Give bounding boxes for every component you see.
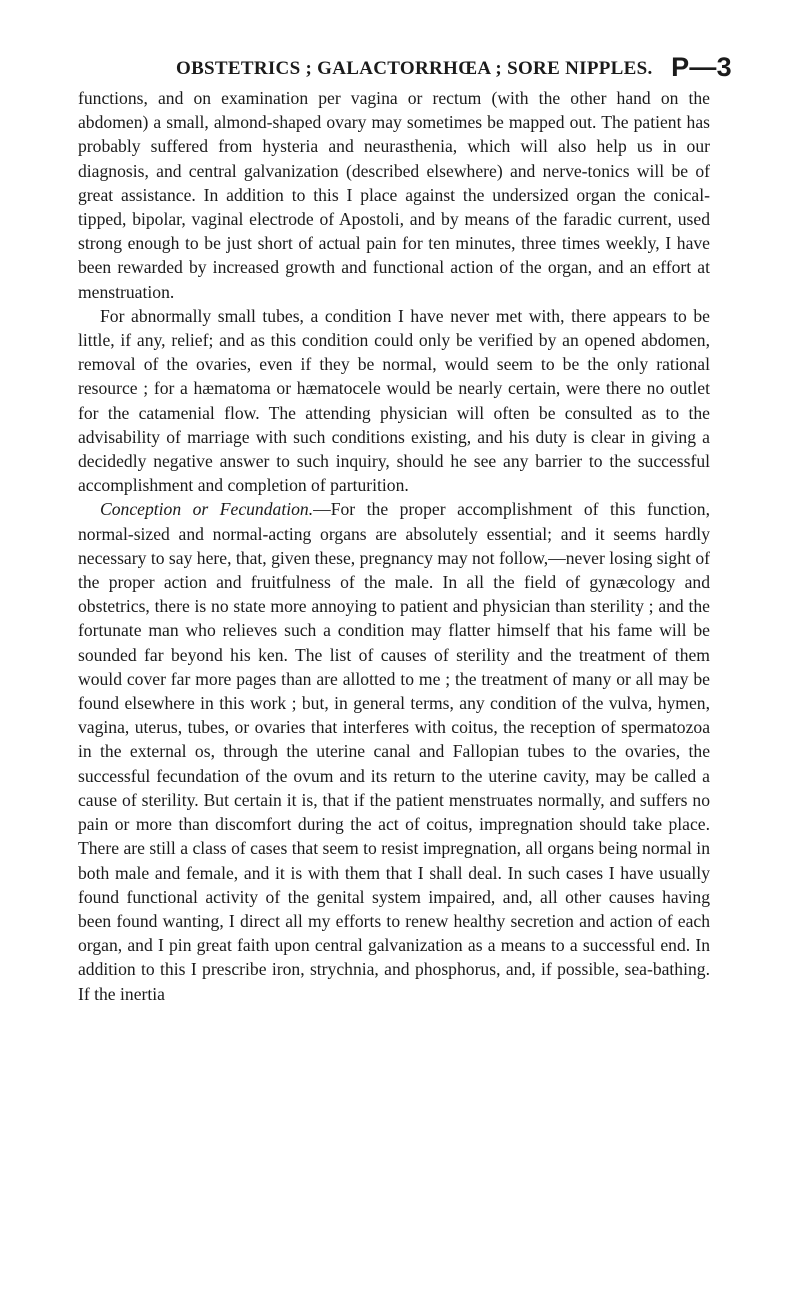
- body-text: [78, 86, 710, 1006]
- page-identifier: P—3: [671, 52, 732, 82]
- paragraph-continuation: functions, and on examination per vagina or rectum (with the other hand on the abdomen) a small, almond-shaped ovary may sometimes be mapped out. The patient has probably suffered from hysteria and neurasthenia, which will also help us in our diagnosis, and central galvanization (described elsewhere) and nerve-tonics will be of great assistance. In addition to this I place against the undersized organ the conical-tipped, bipolar, vaginal electrode of Apostoli, and by means of the faradic current, used strong enough to be just short of actual pain for ten minutes, three times weekly, I have been rewarded by increased growth and functional action of the organ, and an effort at menstruation.: [78, 88, 710, 302]
- section-heading-conception: Conception or Fecundation.: [100, 499, 314, 520]
- paragraph-conception-text: —For the proper accomplishment of this function, normal-sized and normal-acting organs are absolutely essential; and it seems hardly necessary to say here, that, given these, pregnancy may not follow,—never losing sight of the proper action and fruitfulness of the male. In all the field of gynæcology and obstetrics, there is no state more annoying to patient and physician than sterility ; and the fortunate man who relieves such a condition may flatter himself that his fame will be sounded far beyond his ken. The list of causes of sterility and the treatment of them would cover far more pages than are allotted to me ; the treatment of many or all may be found elsewhere in this work ; but, in general terms, any condition of the vulva, hymen, vagina, uterus, tubes, or ovaries that interferes with coitus, the reception of spermatozoa in the external os, through the uterine canal and Fallopian tubes to the ovaries, the successful fecundation of the ovum and its return to the uterine cavity, may be called a cause of sterility. But certain it is, that if the patient menstruates normally, and suffers no pain or more than discomfort during the act of coitus, impregnation should take place. There are still a class of cases that seem to resist impregnation, all organs being normal in both male and female, and it is with them that I shall deal. In such cases I have usually found functional activity of the genital system impaired, and, all other causes having been found wanting, I direct all my efforts to renew healthy secretion and action of each organ, and I pin great faith upon central galvanization as a means to a successful end. In addition to this I prescribe iron, strychnia, and phosphorus, and, if possible, sea-bathing. If the inertia: [78, 499, 710, 1004]
- running-title: OBSTETRICS ; GALACTORRHŒA ; SORE NIPPLES.: [176, 58, 653, 79]
- running-head: [78, 52, 732, 86]
- paragraph-conception: [78, 497, 710, 1005]
- book-page: [78, 52, 732, 1006]
- paragraph-abnormal-tubes: For abnormally small tubes, a condition I have never met with, there appears to be little, if any, relief; and as this condition could only be verified by an opened abdomen, removal of the ovaries, even if they be normal, would seem to be the only rational resource ; for a hæmatoma or hæmatocele would be nearly certain, were there no outlet for the catamenial flow. The attending physician will often be consulted as to the advisability of marriage with such conditions existing, and his duty is clear in giving a decidedly negative answer to such inquiry, should he see any barrier to the successful accomplishment and completion of parturition.: [78, 305, 710, 496]
